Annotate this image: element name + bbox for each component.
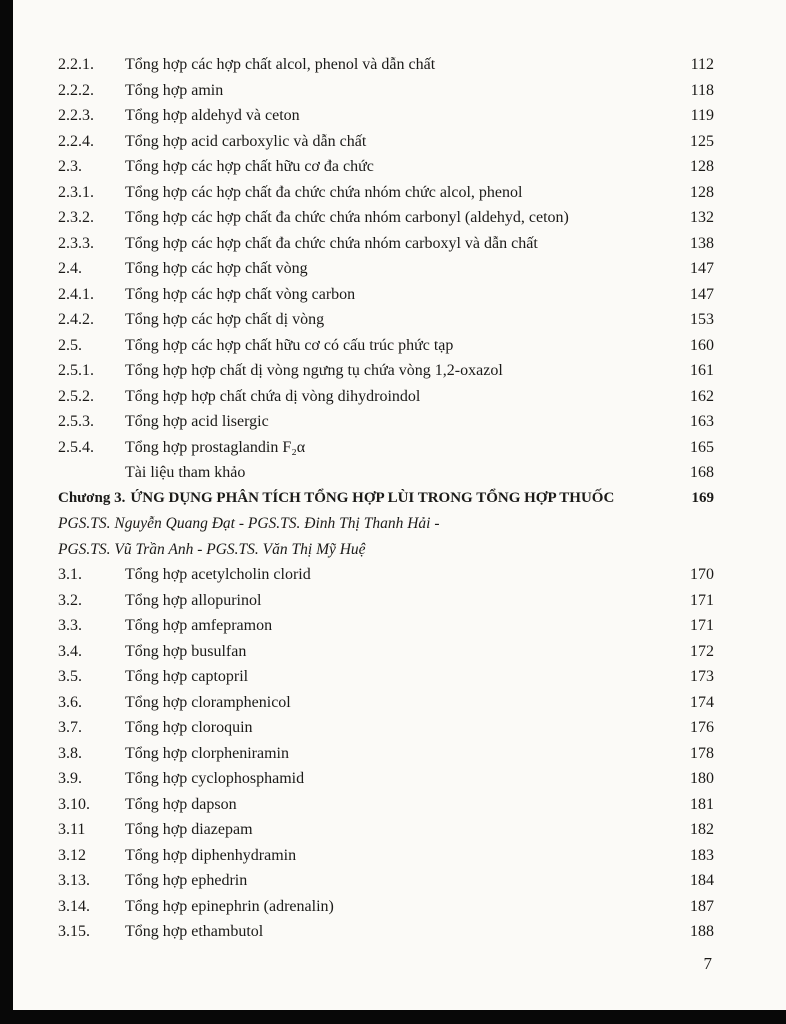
toc-entry-number: 3.11 — [58, 821, 86, 838]
toc-entry-number: 2.4. — [58, 260, 82, 277]
toc-entry-page: 138 — [690, 234, 714, 252]
toc-entry-page: 172 — [690, 642, 714, 660]
toc-entry-title: Tổng hợp dapson — [125, 795, 237, 813]
toc-entry-number: 2.5.3. — [58, 413, 94, 430]
toc-entry — [58, 639, 714, 665]
toc-entry-number: 3.12 — [58, 846, 86, 864]
toc-entry-page: 165 — [690, 438, 714, 456]
toc-entry-title: Tổng hợp ephedrin — [125, 872, 248, 889]
toc-entry-title: Tổng hợp các hợp chất hữu cơ đa chức — [125, 158, 374, 175]
toc-entry-number: Chương 3. — [58, 489, 126, 506]
toc-entry — [58, 333, 714, 359]
toc-entry-page: 171 — [690, 591, 714, 609]
toc-entry-page: 118 — [690, 81, 714, 99]
toc-entry-number: 2.5. — [58, 336, 82, 354]
toc-entry-page: 163 — [690, 413, 714, 430]
toc-entry-page: 161 — [690, 362, 714, 379]
toc-entry-page: 169 — [691, 489, 714, 506]
toc-entry-title: Tổng hợp các hợp chất vòng — [125, 260, 308, 277]
toc-entry-page: 128 — [690, 183, 714, 201]
toc-entry-number: 3.10. — [58, 795, 90, 813]
toc-entry — [58, 358, 714, 384]
toc-entry-title: Tổng hợp cloroquin — [125, 719, 253, 736]
toc-entry — [58, 154, 714, 180]
toc-entry-title: Tổng hợp các hợp chất hữu cơ có cấu trúc phức tạp — [125, 336, 454, 354]
toc-author-line: PGS.TS. Vũ Trần Anh - PGS.TS. Văn Thị Mỹ Huệ — [58, 540, 366, 558]
toc-entry — [58, 690, 714, 716]
toc-entry-title: Tổng hợp epinephrin (adrenalin) — [125, 897, 334, 915]
toc-entry-title: Tổng hợp amin — [125, 81, 224, 99]
toc-entry-number: 2.2.3. — [58, 107, 94, 124]
toc-entry-number: 2.5.4. — [58, 438, 94, 456]
toc-entry — [58, 103, 714, 129]
toc-entry-page: 171 — [690, 617, 714, 634]
toc-author-line: PGS.TS. Nguyễn Quang Đạt - PGS.TS. Đinh Thị Thanh Hải - — [58, 515, 440, 532]
toc-entry-number: 3.5. — [58, 668, 82, 685]
page-footer — [704, 954, 713, 974]
toc-entry-number: 3.6. — [58, 693, 82, 711]
toc-entry-page: 176 — [690, 719, 714, 736]
toc-entry-page: 181 — [690, 795, 714, 813]
toc-entry-page: 188 — [690, 923, 714, 940]
toc-entry-number: 3.15. — [58, 923, 90, 940]
toc-entry-page: 170 — [690, 566, 714, 583]
toc-entry-title: Tổng hợp prostaglandin F₂α — [125, 438, 306, 456]
toc-entry-page: 147 — [690, 260, 714, 277]
toc-entry-title: Tổng hợp clorpheniramin — [125, 744, 289, 762]
toc-entry-page: 173 — [690, 668, 714, 685]
toc-entry — [58, 129, 714, 155]
toc-entry-title: Tổng hợp các hợp chất vòng carbon — [125, 285, 356, 303]
toc-entry-title: Tổng hợp các hợp chất đa chức chứa nhóm carbonyl (aldehyd, ceton) — [125, 209, 569, 226]
toc-entry-page: 184 — [690, 872, 714, 889]
toc-entry — [58, 384, 714, 410]
toc-entry — [58, 843, 714, 869]
toc-entry — [58, 817, 714, 843]
toc-entry-page: 180 — [690, 770, 714, 787]
toc-entry-title: Tổng hợp các hợp chất alcol, phenol và dẫn chất — [125, 56, 436, 73]
toc-entry-page: 119 — [690, 107, 714, 124]
toc-entry-number: 3.2. — [58, 591, 82, 609]
toc-entry-number: 2.3.3. — [58, 234, 94, 252]
toc-entry-title: Tổng hợp các hợp chất đa chức chứa nhóm chức alcol, phenol — [125, 183, 523, 201]
toc-entry-number: 2.3.1. — [58, 183, 94, 201]
toc-entry — [58, 256, 714, 282]
toc-entry-page: 182 — [690, 821, 714, 838]
toc-entry-title: Tổng hợp acid carboxylic và dẫn chất — [125, 132, 367, 150]
toc-entry-title: Tổng hợp cyclophosphamid — [125, 770, 305, 787]
toc-entry — [58, 919, 714, 945]
toc-entry — [58, 562, 714, 588]
toc-entry-number: 3.7. — [58, 719, 82, 736]
toc-entry-title: Tài liệu tham khảo — [125, 464, 246, 481]
toc-entry-page: 147 — [690, 285, 714, 303]
toc-entry — [58, 613, 714, 639]
toc-entry-number: 2.4.1. — [58, 285, 94, 303]
page-number: 7 — [703, 954, 712, 973]
toc-entry-number: 2.3. — [58, 158, 82, 175]
toc-list — [58, 52, 714, 945]
toc-entry-page: 125 — [690, 132, 714, 150]
toc-entry-title: Tổng hợp cloramphenicol — [125, 693, 291, 711]
toc-entry-title: ỨNG DỤNG PHÂN TÍCH TỔNG HỢP LÙI TRONG TỔNG HỢP THUỐC — [130, 489, 615, 506]
scan-border-left — [0, 0, 13, 1024]
toc-entry-title: Tổng hợp diphenhydramin — [125, 846, 297, 864]
toc-entry-title: Tổng hợp hợp chất dị vòng ngưng tụ chứa vòng 1,2-oxazol — [125, 362, 503, 379]
toc-entry-title: Tổng hợp hợp chất chứa dị vòng dihydroindol — [125, 387, 421, 405]
toc-entry-title: Tổng hợp ethambutol — [125, 923, 264, 940]
toc-entry-number: 3.14. — [58, 897, 90, 915]
toc-entry-number: 2.3.2. — [58, 209, 94, 226]
toc-entry-title: Tổng hợp allopurinol — [125, 591, 262, 609]
toc-entry — [58, 715, 714, 741]
toc-entry-title: Tổng hợp acetylcholin clorid — [125, 566, 311, 583]
toc-entry-page: 132 — [690, 209, 714, 226]
toc-chapter-entry — [58, 486, 714, 512]
toc-authors — [58, 511, 714, 562]
toc-entry — [58, 766, 714, 792]
toc-entry — [58, 307, 714, 333]
toc-entry-page: 187 — [690, 897, 714, 915]
toc-entry-title: Tổng hợp aldehyd và ceton — [125, 107, 300, 124]
toc-entry-title: Tổng hợp amfepramon — [125, 617, 273, 634]
toc-entry — [58, 894, 714, 920]
toc-entry — [58, 868, 714, 894]
toc-entry-title: Tổng hợp busulfan — [125, 642, 247, 660]
toc-entry — [58, 588, 714, 614]
toc-entry-title: Tổng hợp diazepam — [125, 821, 253, 838]
toc-entry — [58, 460, 714, 486]
toc-entry-number: 3.4. — [58, 642, 82, 660]
toc-entry-page: 128 — [690, 158, 714, 175]
toc-entry — [58, 664, 714, 690]
toc-content — [58, 52, 714, 945]
toc-entry-page: 112 — [690, 56, 714, 73]
toc-entry-page: 174 — [690, 693, 714, 711]
toc-entry-number: 2.5.2. — [58, 387, 94, 405]
toc-entry-page: 178 — [690, 744, 714, 762]
toc-entry — [58, 180, 714, 206]
toc-entry — [58, 792, 714, 818]
toc-entry-page: 183 — [690, 846, 714, 864]
toc-entry-number: 3.9. — [58, 770, 82, 787]
toc-entry-number: 2.4.2. — [58, 311, 94, 328]
toc-entry-page: 153 — [690, 311, 714, 328]
toc-entry-number: 3.13. — [58, 872, 90, 889]
toc-entry-number: 3.8. — [58, 744, 82, 762]
toc-entry-title: Tổng hợp acid lisergic — [125, 413, 269, 430]
toc-entry-title: Tổng hợp các hợp chất dị vòng — [125, 311, 325, 328]
toc-entry-number: 2.5.1. — [58, 362, 94, 379]
toc-entry-number: 2.2.2. — [58, 81, 94, 99]
toc-entry — [58, 205, 714, 231]
toc-entry — [58, 282, 714, 308]
toc-entry-number: 2.2.4. — [58, 132, 94, 150]
toc-entry-page: 160 — [690, 336, 714, 354]
scan-border-bottom — [0, 1010, 786, 1024]
toc-entry-number: 3.1. — [58, 566, 82, 583]
toc-entry-number: 2.2.1. — [58, 56, 94, 73]
toc-entry — [58, 52, 714, 78]
toc-entry — [58, 741, 714, 767]
toc-entry — [58, 78, 714, 104]
toc-entry — [58, 435, 714, 461]
toc-entry-title: Tổng hợp captopril — [125, 668, 249, 685]
toc-entry — [58, 231, 714, 257]
toc-entry-page: 168 — [690, 464, 714, 481]
toc-entry-page: 162 — [690, 387, 714, 405]
toc-entry — [58, 409, 714, 435]
toc-entry-number: 3.3. — [58, 617, 82, 634]
toc-entry-title: Tổng hợp các hợp chất đa chức chứa nhóm carboxyl và dẫn chất — [125, 234, 538, 252]
